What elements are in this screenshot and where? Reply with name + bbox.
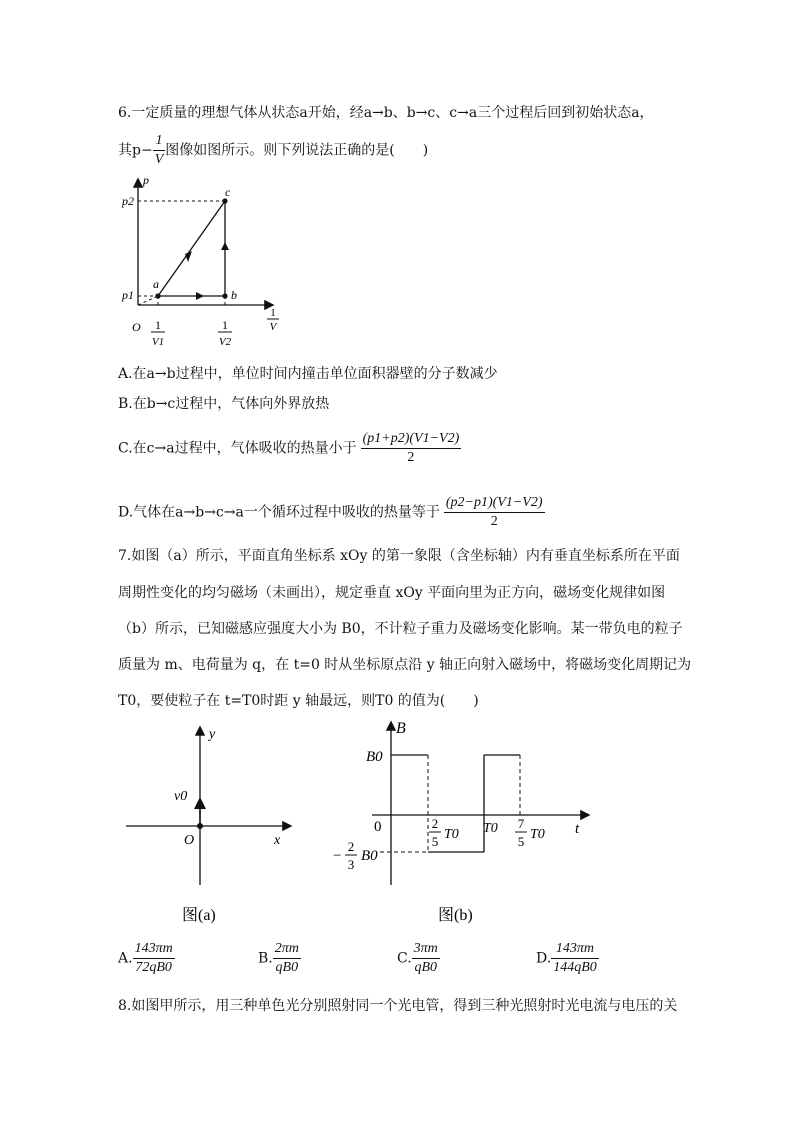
q6-xaxis-den: V: [269, 321, 277, 333]
q7b-negB0: B0: [361, 848, 378, 864]
q7-option-a-num: 143πm: [133, 940, 175, 959]
q7a-y-label: y: [209, 727, 216, 742]
q7a-x-label: x: [274, 833, 281, 848]
q6-option-d-text: D.气体在a→b→c→a一个循环过程中吸收的热量等于: [118, 504, 440, 521]
q6-arrow-ab: [196, 292, 204, 300]
q6-option-c-den: 2: [407, 450, 415, 465]
q7-option-b-num: 2πm: [273, 940, 301, 959]
q6-arrow-ca: [185, 251, 192, 262]
q7b-t1-num: 2: [431, 816, 439, 831]
q7b-neg-num: 2: [347, 839, 355, 854]
q7-stem-line1: 7.如图（a）所示，平面直角坐标系 xOy 的第一象限（含坐标轴）内有垂直坐标系所在平面: [118, 548, 680, 564]
q6-stem-frac-num: 1: [153, 132, 166, 151]
q7-stem-line2: 周期性变化的均匀磁场（未画出），规定垂直 xOy 平面向里为正方向，磁场变化规律如图: [118, 585, 666, 601]
q7-figure-b: [330, 715, 600, 930]
q7-figure-a: [118, 720, 308, 930]
q6-stem-frac-den: V: [154, 152, 164, 167]
q7-option-d-label: D.: [536, 950, 552, 967]
q6-stem-line2: [118, 132, 428, 169]
q7a-origin-dot: [197, 823, 203, 829]
q7-option-c: [397, 940, 440, 977]
q6-point-c: [222, 198, 227, 203]
q7-option-b-den: qB0: [275, 960, 299, 975]
q7-option-d: [536, 940, 599, 977]
q6-stem-line1: 6.一定质量的理想气体从状态a开始，经a→b、b→c、c→a三个过程后回到初始状态a，: [118, 105, 654, 121]
q6-x1-num: 1: [155, 318, 161, 332]
q6-x1-den: V1: [151, 336, 165, 348]
q6-option-c-fraction: [361, 430, 462, 467]
q7-option-c-den: qB0: [414, 960, 438, 975]
q6-option-b: B.在b→c过程中，气体向外界放热: [118, 396, 330, 412]
q6-x2-den: V2: [218, 336, 232, 348]
q6-option-d: [118, 494, 545, 531]
q7-option-d-fraction: [551, 940, 599, 977]
q6-option-c: [118, 430, 461, 467]
q6-origin-label: O: [132, 320, 141, 334]
q7a-origin-label: O: [184, 833, 195, 848]
q7b-t2-label: T0: [483, 821, 498, 836]
q6-origin-guide: [138, 296, 158, 305]
q6-arrow-bc: [221, 242, 229, 250]
q6-line-ca: [158, 201, 225, 296]
q6-option-d-num: (p2−p1)(V1−V2): [444, 494, 545, 513]
q7-option-b: [258, 940, 301, 977]
q6-xaxis-num: 1: [270, 307, 276, 319]
q7b-B-label: B: [396, 720, 406, 737]
q7-stem-line5: T0，要使粒子在 t=T0时距 y 轴最远，则T0 的值为( ): [118, 693, 479, 709]
q7b-t3-den: 5: [517, 834, 525, 849]
q7b-caption: 图(b): [438, 907, 473, 924]
q7b-B0-label: B0: [366, 749, 383, 765]
q6-option-d-den: 2: [490, 514, 498, 529]
q6-pv-graph: [112, 170, 292, 355]
q6-a-label: a: [153, 277, 159, 291]
q7b-t1-den: 5: [431, 834, 439, 849]
q7b-neg-den: 3: [347, 857, 355, 872]
q7b-zero-label: 0: [374, 819, 382, 835]
q7-option-d-den: 144qB0: [553, 960, 597, 975]
q7-option-a-fraction: [133, 940, 175, 977]
q7a-caption: 图(a): [182, 907, 216, 924]
q7b-t3-T: T0: [530, 827, 545, 842]
q7-stem-line3: （b）所示，已知磁感应强度大小为 B0，不计粒子重力及磁场变化影响。某一带负电的粒子: [118, 621, 683, 637]
q7-stem-line4: 质量为 m、电荷量为 q，在 t=0 时从坐标原点沿 y 轴正向射入磁场中，将磁场变化周期记为: [118, 657, 692, 673]
q6-stem-line2-pre: 其p−: [118, 142, 153, 159]
q7-option-b-label: B.: [258, 950, 273, 967]
q7b-minus: −: [333, 848, 342, 864]
q7-option-c-num: 3πm: [412, 940, 440, 959]
q7-option-a-label: A.: [118, 950, 133, 967]
q6-option-c-num: (p1+p2)(V1−V2): [361, 430, 462, 449]
q6-option-c-text: C.在c→a过程中，气体吸收的热量小于: [118, 440, 357, 457]
q6-point-b: [222, 293, 227, 298]
q6-p1-label: p1: [122, 288, 134, 302]
q7a-v0-label: v0: [174, 789, 188, 804]
q6-y-label: p: [143, 173, 149, 187]
q7-option-b-fraction: [273, 940, 301, 977]
q7-option-d-num: 143πm: [551, 940, 599, 959]
q6-p2-label: p2: [122, 194, 134, 208]
q6-stem-line2-post: 图像如图所示。则下列说法正确的是( ): [165, 142, 429, 159]
q6-option-a: A.在a→b过程中，单位时间内撞击单位面积器壁的分子数减少: [118, 366, 498, 382]
q6-x2-num: 1: [222, 318, 228, 332]
q6-c-label: c: [225, 185, 231, 199]
q7-option-a: [118, 940, 175, 977]
q7b-t3-num: 7: [517, 816, 525, 831]
q6-option-d-fraction: [444, 494, 545, 531]
q6-b-label: b: [231, 288, 237, 302]
q7-option-a-den: 72qB0: [135, 960, 172, 975]
q6-point-a: [155, 293, 160, 298]
q7b-t-label: t: [575, 821, 580, 837]
q7b-t1-T: T0: [444, 827, 459, 842]
q7-option-c-fraction: [412, 940, 440, 977]
q8-stem-line1: 8.如图甲所示，用三种单色光分别照射同一个光电管，得到三种光照射时光电流与电压的关: [118, 998, 678, 1014]
q7-option-c-label: C.: [397, 950, 412, 967]
q6-stem-fraction: [153, 132, 166, 169]
